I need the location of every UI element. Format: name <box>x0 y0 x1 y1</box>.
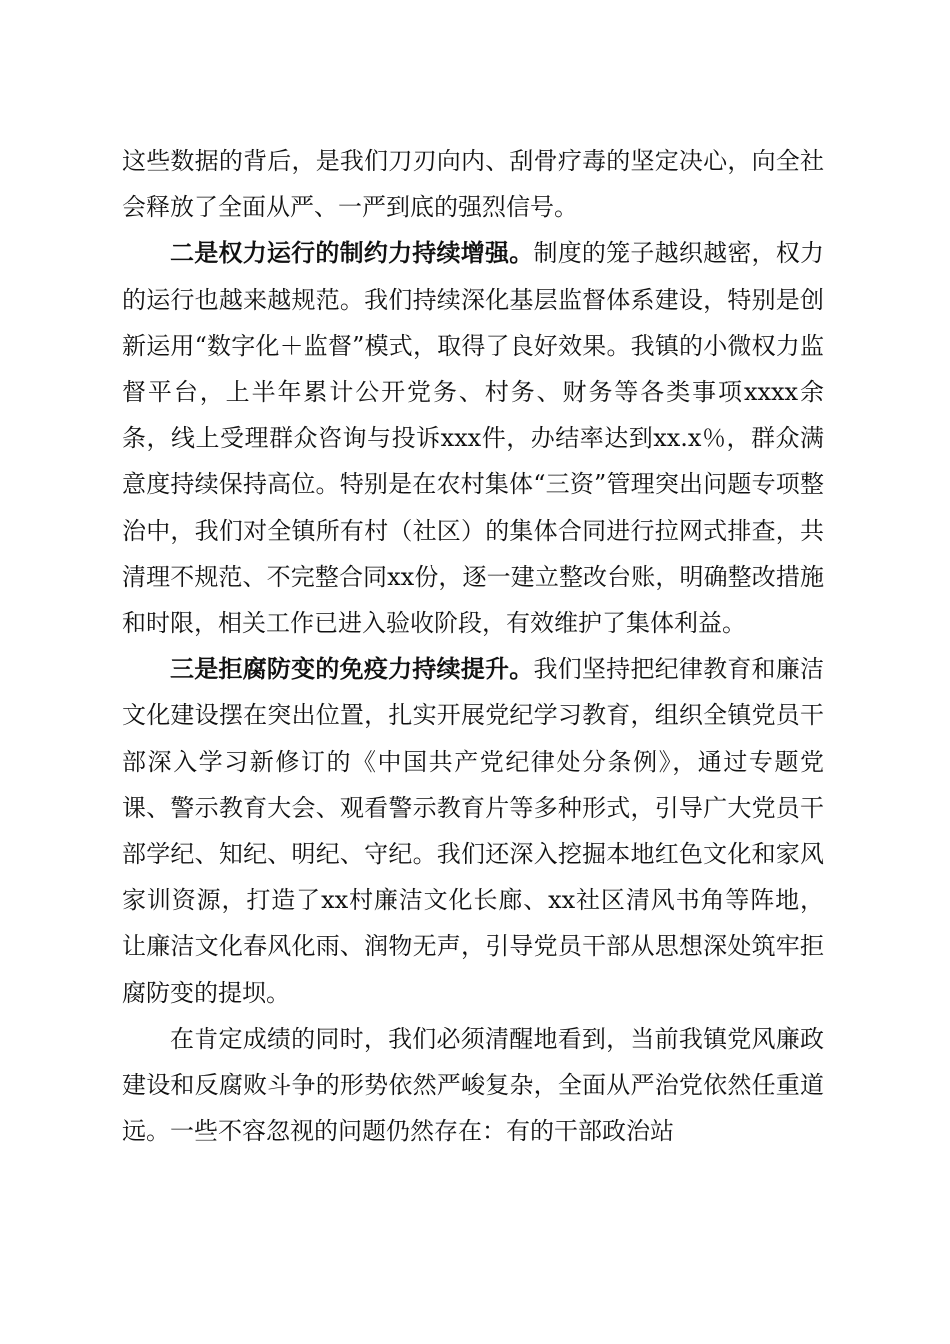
paragraph-challenges <box>122 1016 824 1155</box>
document-body <box>122 138 824 1154</box>
paragraph-text: 这些数据的背后，是我们刀刃向内、刮骨疗毒的坚定决心，向全社会释放了全面从严、一严到底的强烈信号。 <box>122 147 824 222</box>
paragraph-power-constraint <box>122 230 824 646</box>
paragraph-text: 制度的笼子越织越密，权力的运行也越来越规范。我们持续深化基层监督体系建设，特别是创新运用“数字化＋监督”模式，取得了良好效果。我镇的小微权力监督平台，上半年累计公开党务、村务、财务等各类事项xxxx余条，线上受理群众咨询与投诉xxx件，办结率达到xx.x％，群众满意度持续保持高位。特别是在农村集体“三资”管理突出问题专项整治中，我们对全镇所有村（社区）的集体合同进行拉网式排查，共清理不规范、不完整合同xx份，逐一建立整改台账，明确整改措施和时限，相关工作已进入验收阶段，有效维护了集体利益。 <box>122 239 825 638</box>
paragraph-text: 我们坚持把纪律教育和廉洁文化建设摆在突出位置，扎实开展党纪学习教育，组织全镇党员干部深入学习新修订的《中国共产党纪律处分条例》，通过专题党课、警示教育大会、观看警示教育片等多种形式，引导广大党员干部学纪、知纪、明纪、守纪。我们还深入挖掘本地红色文化和家风家训资源，打造了xx村廉洁文化长廊、xx社区清风书角等阵地，让廉洁文化春风化雨、润物无声，引导党员干部从思想深处筑牢拒腐防变的提坝。 <box>122 655 825 1007</box>
paragraph-anti-corruption-immunity <box>122 646 824 1016</box>
paragraph-lead-heading: 二是权力运行的制约力持续增强。 <box>170 238 534 268</box>
paragraph-continuation <box>122 138 824 230</box>
paragraph-text: 在肯定成绩的同时，我们必须清醒地看到，当前我镇党风廉政建设和反腐败斗争的形势依然严峻复杂，全面从严治党依然任重道远。一些不容忽视的问题仍然存在：有的干部政治站 <box>122 1024 824 1146</box>
paragraph-lead-heading: 三是拒腐防变的免疫力持续提升。 <box>170 654 534 684</box>
